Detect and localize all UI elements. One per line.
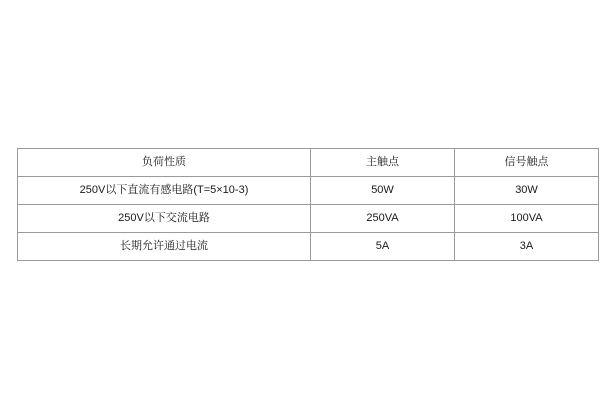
table-row — [18, 205, 599, 233]
table-row — [18, 177, 599, 205]
table-row — [18, 233, 599, 261]
cell-load-nature: 250V以下交流电路 — [18, 205, 311, 233]
cell-signal-contact: 3A — [455, 233, 599, 261]
contact-rating-table — [17, 148, 599, 261]
cell-main-contact: 5A — [311, 233, 455, 261]
cell-load-nature: 250V以下直流有感电路(T=5×10-3) — [18, 177, 311, 205]
cell-load-nature: 长期允许通过电流 — [18, 233, 311, 261]
cell-signal-contact: 30W — [455, 177, 599, 205]
column-header-main-contact: 主触点 — [311, 149, 455, 177]
cell-main-contact: 50W — [311, 177, 455, 205]
table-header-row — [18, 149, 599, 177]
cell-signal-contact: 100VA — [455, 205, 599, 233]
column-header-signal-contact: 信号触点 — [455, 149, 599, 177]
cell-main-contact: 250VA — [311, 205, 455, 233]
column-header-load-nature: 负荷性质 — [18, 149, 311, 177]
